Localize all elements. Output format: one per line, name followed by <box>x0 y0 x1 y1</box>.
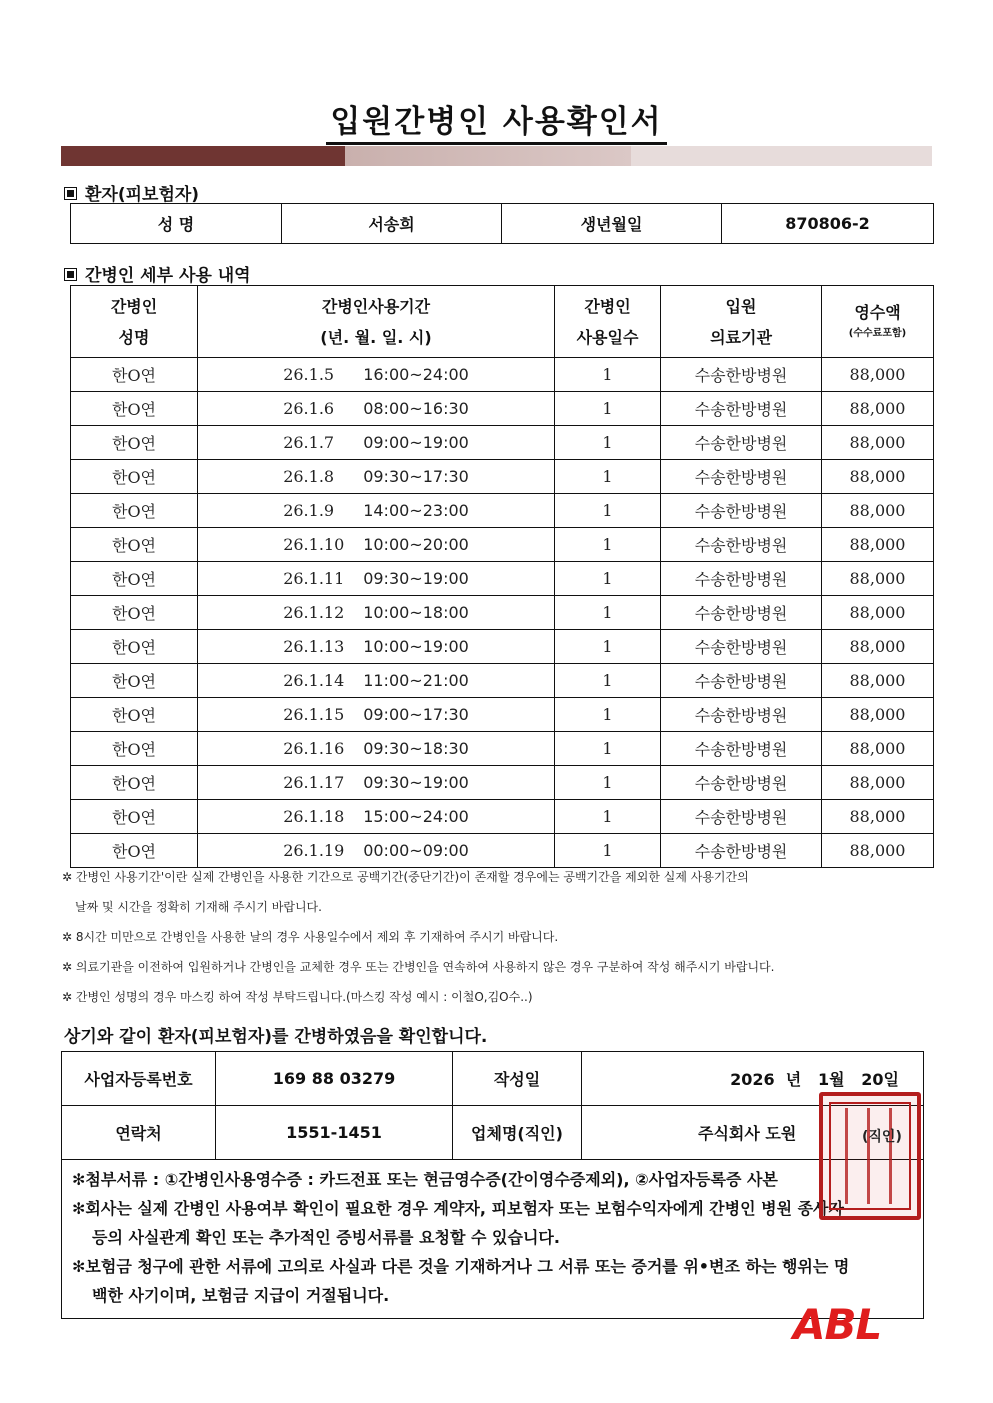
days-cell: 1 <box>555 766 661 800</box>
table-row <box>71 800 934 834</box>
header-band-mid <box>345 146 631 166</box>
caregiver-name-cell: 한O연 <box>71 766 198 800</box>
document-title: 입원간병인 사용확인서 <box>0 96 993 141</box>
period-date: 26.1.6 <box>283 399 335 418</box>
hospital-cell: 수송한방병원 <box>661 460 822 494</box>
period-time: 09:00~19:00 <box>363 433 469 452</box>
table-row <box>71 358 934 392</box>
note-3: ✲ 의료기관을 이전하여 입원하거나 간병인을 교체한 경우 또는 간병인을 연속하여 사용하지 않은 경우 구분하여 작성 해주시기 바랍니다. <box>62 960 775 974</box>
hospital-cell: 수송한방병원 <box>661 664 822 698</box>
period-date: 26.1.13 <box>283 637 345 656</box>
period-cell <box>198 766 555 800</box>
period-date: 26.1.5 <box>283 365 335 384</box>
header-caregiver: 간병인 성명 <box>71 286 198 358</box>
reg-label: 사업자등록번호 <box>62 1052 216 1106</box>
hospital-cell: 수송한방병원 <box>661 834 822 868</box>
table-row <box>71 528 934 562</box>
period-date: 26.1.11 <box>283 569 345 588</box>
days-cell: 1 <box>555 528 661 562</box>
hospital-cell: 수송한방병원 <box>661 630 822 664</box>
table-row <box>71 426 934 460</box>
days-cell: 1 <box>555 732 661 766</box>
confirmation-statement: 상기와 같이 환자(피보험자)를 간병하였음을 확인합니다. <box>64 1027 488 1047</box>
caregiver-name-cell: 한O연 <box>71 494 198 528</box>
period-time: 09:30~19:00 <box>363 773 469 792</box>
table-row <box>71 596 934 630</box>
footer-note-1: ✻첨부서류 : ①간병인사용영수증 : 카드전표 또는 현금영수증(간이영수증제외), ②사업자등록증 사본 <box>72 1170 778 1189</box>
footer-note-2: ✻회사는 실제 간병인 사용여부 확인이 필요한 경우 계약자, 피보험자 또는 보험수익자에게 간병인 병원 종사자 <box>72 1199 844 1218</box>
days-cell: 1 <box>555 494 661 528</box>
table-header-row <box>71 286 934 358</box>
contact-value: 1551-1451 <box>216 1106 453 1160</box>
caregiver-name-cell: 한O연 <box>71 426 198 460</box>
amount-cell: 88,000 <box>822 698 934 732</box>
name-value: 서송희 <box>282 204 502 244</box>
abl-logo: ABL <box>793 1300 882 1349</box>
table-row <box>71 562 934 596</box>
caregiver-name-cell: 한O연 <box>71 358 198 392</box>
period-time: 10:00~19:00 <box>363 637 469 656</box>
amount-cell: 88,000 <box>822 834 934 868</box>
company-seal-stamp <box>819 1092 921 1220</box>
period-time: 10:00~18:00 <box>363 603 469 622</box>
period-cell <box>198 358 555 392</box>
table-row <box>71 460 934 494</box>
period-date: 26.1.8 <box>283 467 335 486</box>
date-value: 2026 년 1월 20일 <box>582 1052 924 1106</box>
period-cell <box>198 698 555 732</box>
period-cell <box>198 800 555 834</box>
caregiver-name-cell: 한O연 <box>71 392 198 426</box>
days-cell: 1 <box>555 562 661 596</box>
period-cell <box>198 596 555 630</box>
hospital-cell: 수송한방병원 <box>661 698 822 732</box>
period-time: 10:00~20:00 <box>363 535 469 554</box>
company-value: 주식회사 도원 <box>582 1106 924 1160</box>
note-1-cont: 날짜 및 시간을 정확히 기재해 주시기 바랍니다. <box>75 900 322 914</box>
caregiver-name-cell: 한O연 <box>71 528 198 562</box>
table-row <box>71 392 934 426</box>
amount-cell: 88,000 <box>822 732 934 766</box>
header-amount: 영수액 (수수료포함) <box>822 286 934 358</box>
days-cell: 1 <box>555 834 661 868</box>
header-period: 간병인사용기간 (년. 월. 일. 시) <box>198 286 555 358</box>
period-cell <box>198 426 555 460</box>
header-band-dark <box>61 146 345 166</box>
section-heading-patient: 환자(피보험자) <box>64 180 199 205</box>
period-time: 15:00~24:00 <box>363 807 469 826</box>
amount-cell: 88,000 <box>822 664 934 698</box>
note-4: ✲ 간병인 성명의 경우 마스킹 하여 작성 부탁드립니다.(마스킹 작성 예시 : 이철O,김O수..) <box>62 990 533 1004</box>
hospital-cell: 수송한방병원 <box>661 528 822 562</box>
section-heading-detail: 간병인 세부 사용 내역 <box>64 261 251 286</box>
square-bullet-icon <box>64 187 77 200</box>
patient-table <box>70 203 934 244</box>
hospital-cell: 수송한방병원 <box>661 596 822 630</box>
header-days: 간병인 사용일수 <box>555 286 661 358</box>
amount-cell: 88,000 <box>822 426 934 460</box>
period-date: 26.1.17 <box>283 773 345 792</box>
period-cell <box>198 528 555 562</box>
period-cell <box>198 630 555 664</box>
hospital-cell: 수송한방병원 <box>661 494 822 528</box>
amount-cell: 88,000 <box>822 392 934 426</box>
seal-label: (직인) <box>862 1129 902 1145</box>
period-date: 26.1.19 <box>283 841 345 860</box>
period-date: 26.1.7 <box>283 433 335 452</box>
hospital-cell: 수송한방병원 <box>661 766 822 800</box>
period-date: 26.1.15 <box>283 705 345 724</box>
period-cell <box>198 664 555 698</box>
caregiver-name-cell: 한O연 <box>71 562 198 596</box>
period-cell <box>198 562 555 596</box>
caregiver-name-cell: 한O연 <box>71 664 198 698</box>
caregiver-name-cell: 한O연 <box>71 460 198 494</box>
footer-note-3-cont: 백한 사기이며, 보험금 지급이 거절됩니다. <box>92 1286 390 1305</box>
footer-note-2-cont: 등의 사실관계 확인 또는 추가적인 증빙서류를 요청할 수 있습니다. <box>92 1228 560 1247</box>
period-cell <box>198 494 555 528</box>
days-cell: 1 <box>555 426 661 460</box>
amount-cell: 88,000 <box>822 562 934 596</box>
period-date: 26.1.9 <box>283 501 335 520</box>
header-band-light <box>631 146 932 166</box>
hospital-cell: 수송한방병원 <box>661 358 822 392</box>
amount-cell: 88,000 <box>822 766 934 800</box>
days-cell: 1 <box>555 664 661 698</box>
period-time: 00:00~09:00 <box>363 841 469 860</box>
period-time: 08:00~16:30 <box>363 399 469 418</box>
amount-cell: 88,000 <box>822 630 934 664</box>
days-cell: 1 <box>555 596 661 630</box>
hospital-cell: 수송한방병원 <box>661 426 822 460</box>
amount-cell: 88,000 <box>822 494 934 528</box>
period-date: 26.1.16 <box>283 739 345 758</box>
note-1: ✲ 간병인 사용기간'이란 실제 간병인을 사용한 기간으로 공백기간(중단기간)이 존재할 경우에는 공백기간을 제외한 실제 사용기간의 <box>62 870 749 884</box>
period-date: 26.1.12 <box>283 603 345 622</box>
days-cell: 1 <box>555 392 661 426</box>
table-row <box>71 664 934 698</box>
period-time: 09:30~17:30 <box>363 467 469 486</box>
period-cell <box>198 460 555 494</box>
period-time: 09:00~17:30 <box>363 705 469 724</box>
caregiver-name-cell: 한O연 <box>71 630 198 664</box>
amount-cell: 88,000 <box>822 596 934 630</box>
table-row <box>71 630 934 664</box>
header-hospital: 입원 의료기관 <box>661 286 822 358</box>
caregiver-name-cell: 한O연 <box>71 800 198 834</box>
days-cell: 1 <box>555 358 661 392</box>
hospital-cell: 수송한방병원 <box>661 392 822 426</box>
days-cell: 1 <box>555 460 661 494</box>
caregiver-detail-table <box>70 285 934 868</box>
company-label: 업체명(직인) <box>453 1106 582 1160</box>
amount-cell: 88,000 <box>822 528 934 562</box>
hospital-cell: 수송한방병원 <box>661 800 822 834</box>
period-date: 26.1.14 <box>283 671 345 690</box>
table-row <box>71 494 934 528</box>
period-time: 16:00~24:00 <box>363 365 469 384</box>
footer-note-3: ✻보험금 청구에 관한 서류에 고의로 사실과 다른 것을 기재하거나 그 서류 또는 증거를 위•변조 하는 행위는 명 <box>72 1257 850 1276</box>
amount-cell: 88,000 <box>822 800 934 834</box>
name-label: 성 명 <box>71 204 282 244</box>
period-cell <box>198 392 555 426</box>
table-row <box>71 698 934 732</box>
contact-label: 연락처 <box>62 1106 216 1160</box>
period-time: 11:00~21:00 <box>363 671 469 690</box>
hospital-cell: 수송한방병원 <box>661 562 822 596</box>
date-label: 작성일 <box>453 1052 582 1106</box>
caregiver-name-cell: 한O연 <box>71 596 198 630</box>
attachment-notes <box>62 1160 924 1319</box>
period-time: 09:30~19:00 <box>363 569 469 588</box>
square-bullet-icon <box>64 268 77 281</box>
period-date: 26.1.10 <box>283 535 345 554</box>
period-time: 09:30~18:30 <box>363 739 469 758</box>
period-time: 14:00~23:00 <box>363 501 469 520</box>
note-2: ✲ 8시간 미만으로 간병인을 사용한 날의 경우 사용일수에서 제외 후 기재하여 주시기 바랍니다. <box>62 930 559 944</box>
caregiver-name-cell: 한O연 <box>71 698 198 732</box>
birth-value: 870806-2 <box>722 204 934 244</box>
caregiver-name-cell: 한O연 <box>71 834 198 868</box>
business-table <box>61 1051 924 1319</box>
amount-cell: 88,000 <box>822 358 934 392</box>
notes-block <box>62 862 942 1012</box>
table-row <box>71 732 934 766</box>
period-date: 26.1.18 <box>283 807 345 826</box>
caregiver-name-cell: 한O연 <box>71 732 198 766</box>
days-cell: 1 <box>555 800 661 834</box>
reg-value: 169 88 03279 <box>216 1052 453 1106</box>
hospital-cell: 수송한방병원 <box>661 732 822 766</box>
table-row <box>71 766 934 800</box>
amount-cell: 88,000 <box>822 460 934 494</box>
days-cell: 1 <box>555 698 661 732</box>
days-cell: 1 <box>555 630 661 664</box>
birth-label: 생년월일 <box>502 204 722 244</box>
period-cell <box>198 732 555 766</box>
